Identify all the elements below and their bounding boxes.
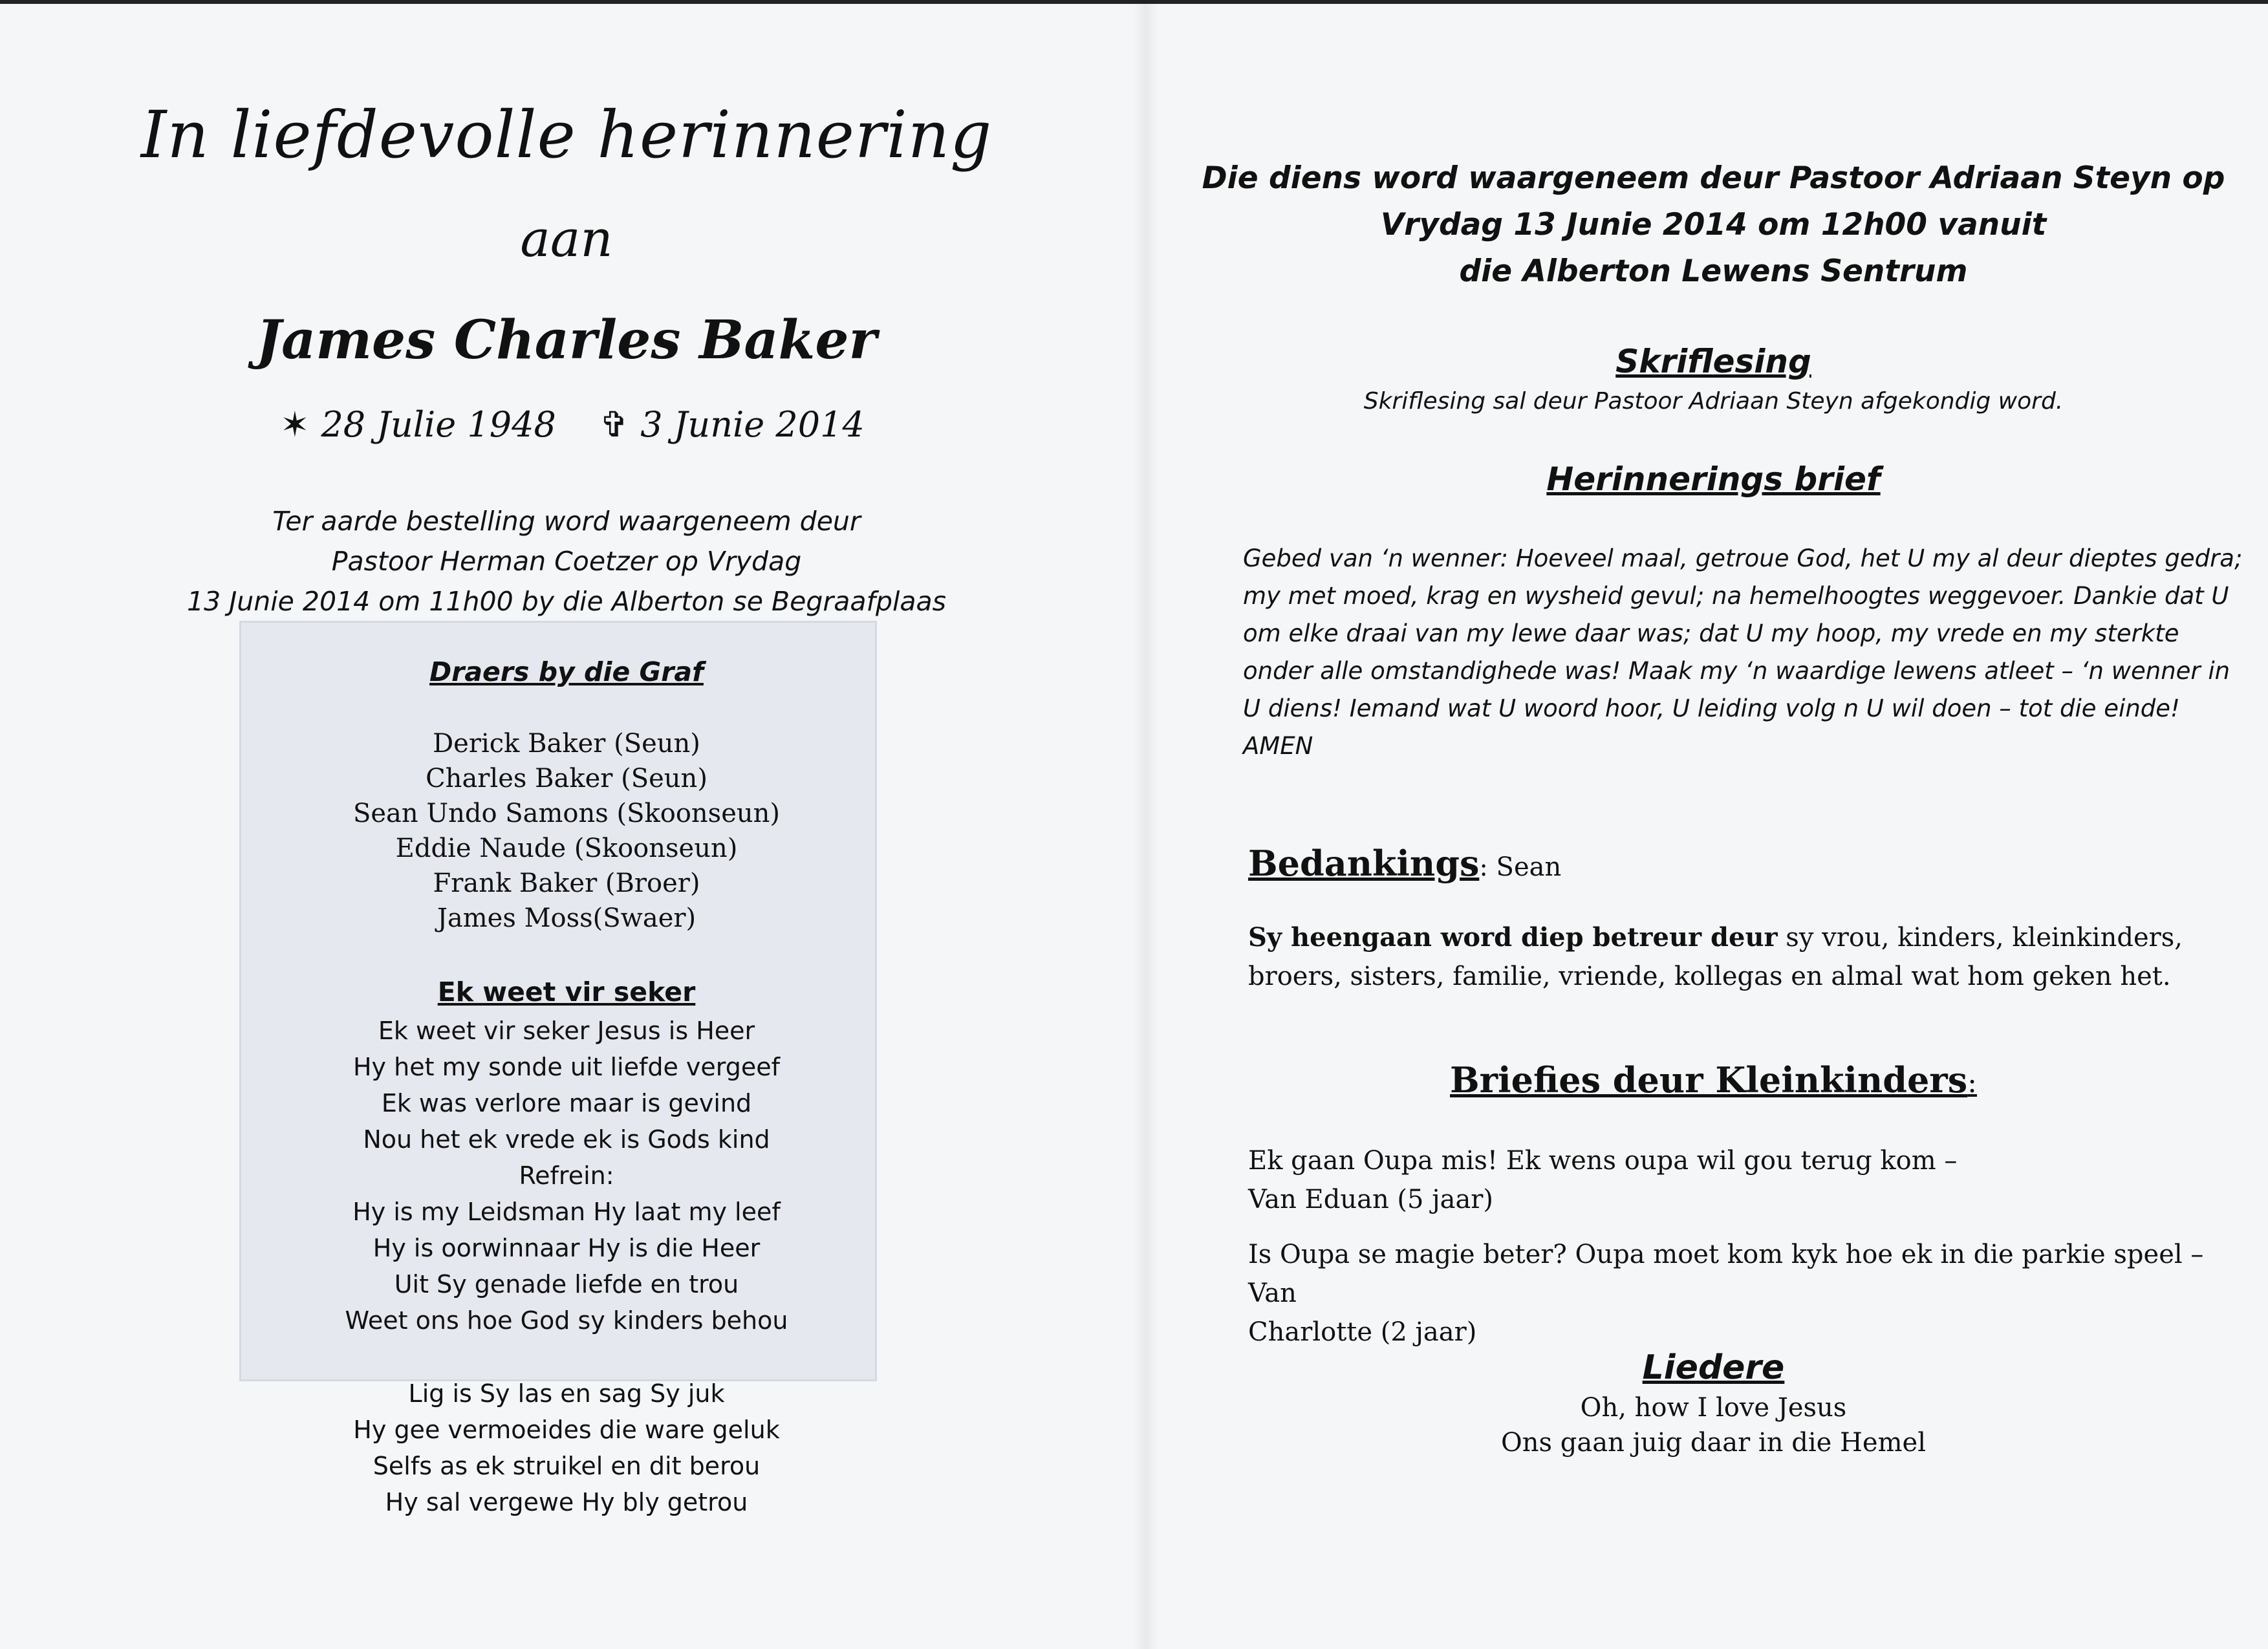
song-item: Ons gaan juig daar in die Hemel <box>1501 1428 1926 1458</box>
thanks-line <box>1248 844 2257 887</box>
song-item: Oh, how I love Jesus <box>1580 1393 1847 1423</box>
hymn-line: Hy is oorwinnaar Hy is die Heer <box>373 1234 761 1262</box>
burial-line: 13 Junie 2014 om 11h00 by die Alberton se Begraafplaas <box>187 586 946 617</box>
grandkids-heading-row <box>1159 1059 2268 1101</box>
hymn-line: Weet ons hoe God sy kinders behou <box>345 1306 788 1335</box>
center-fold <box>1133 0 1159 1649</box>
note-line: Ek gaan Oupa mis! Ek wens oupa wil gou terug kom – <box>1248 1146 1958 1176</box>
death-date: 3 Junie 2014 <box>640 404 865 445</box>
list-item: James Moss(Swaer) <box>437 903 697 933</box>
pallbearers-list <box>0 726 1133 936</box>
star-icon: ✶ <box>280 404 310 445</box>
hymn-verses-continued <box>0 1375 1133 1520</box>
hymn-line: Ek was verlore maar is gevind <box>381 1089 752 1117</box>
reading-text: Skriflesing sal deur Pastoor Adriaan Steyn afgekondig word. <box>1363 388 2064 415</box>
hymn-line: Hy gee vermoeides die ware geluk <box>353 1416 780 1444</box>
hymn-line: Ek weet vir seker Jesus is Heer <box>378 1017 755 1045</box>
list-item: Charles Baker (Seun) <box>426 764 707 793</box>
hymn-verses <box>0 1013 1133 1339</box>
hymn-line: Hy sal vergewe Hy bly getrou <box>385 1488 748 1516</box>
note-line: Charlotte (2 jaar) <box>1248 1317 1477 1347</box>
hymn-line: Lig is Sy las en sag Sy juk <box>408 1379 725 1408</box>
note-line: Is Oupa se magie beter? Oupa moet kom kyk hoe ek in die parkie speel – Van <box>1248 1240 2204 1308</box>
reading-heading: Skriflesing <box>1615 343 1811 380</box>
list-item: Sean Undo Samons (Skoonseun) <box>352 799 781 828</box>
burial-line: Pastoor Herman Coetzer op Vrydag <box>331 546 802 577</box>
list-item: Eddie Naude (Skoonseun) <box>395 834 738 863</box>
list-item: Derick Baker (Seun) <box>433 729 700 759</box>
service-info <box>1159 155 2268 295</box>
grandkid-note-eduan <box>1248 1141 2257 1219</box>
prayer-text: Gebed van ‘n wenner: Hoeveel maal, getroue God, het U my al deur dieptes gedra; my met moed, krag en wysheid gevul; na hemelhoogtes weggevoer. Dankie dat U om elke draai van my lewe daar was; dat U my hoop, my vrede en my sterkte onder alle omstandighede was! Maak my ‘n waardige lewens atleet – ‘n wenner in U diens! Iemand wat U woord hoor, U leiding volg n U wil doen – tot die einde! AMEN <box>1243 544 2243 760</box>
hymn-line: Refrein: <box>519 1161 614 1190</box>
mourned-by-rest: sy vrou, kinders, kleinkinders, broers, sisters, familie, vriende, kollegas en almal wat hom geken het. <box>1248 923 2183 991</box>
service-line: die Alberton Lewens Sentrum <box>1459 253 1968 289</box>
grandkids-heading: Briefies deur Kleinkinders <box>1450 1059 1968 1101</box>
deceased-name: James Charles Baker <box>256 309 877 371</box>
hymn-line: Hy is my Leidsman Hy laat my leef <box>352 1198 781 1226</box>
thanks-heading: Bedankings <box>1248 843 1480 884</box>
pallbearers-heading: Draers by die Graf <box>429 656 704 687</box>
cross-icon: ✞ <box>599 404 629 445</box>
grandkid-note-charlotte <box>1248 1235 2257 1352</box>
list-item: Frank Baker (Broer) <box>433 868 700 898</box>
service-line: Die diens word waargeneem deur Pastoor Adriaan Steyn op <box>1202 160 2225 196</box>
note-line: Van Eduan (5 jaar) <box>1248 1185 1494 1214</box>
service-line: Vrydag 13 Junie 2014 om 12h00 vanuit <box>1380 207 2047 242</box>
songs-list <box>1159 1390 2268 1460</box>
hymn-heading: Ek weet vir seker <box>437 976 696 1008</box>
burial-info <box>0 501 1133 621</box>
birth-date: 28 Julie 1948 <box>321 404 556 445</box>
burial-line: Ter aarde bestelling word waargeneem deur <box>272 506 861 537</box>
left-page <box>0 0 1133 1649</box>
right-page <box>1159 0 2268 1649</box>
memorial-aan: aan <box>520 210 613 268</box>
hymn-line: Selfs as ek struikel en dit berou <box>373 1452 761 1480</box>
thanks-name: : Sean <box>1479 852 1562 882</box>
grandkids-colon: : <box>1967 1066 1977 1099</box>
hymn-line: Nou het ek vrede ek is Gods kind <box>363 1125 770 1154</box>
mourned-by-lead: Sy heengaan word diep betreur deur <box>1248 922 1778 953</box>
memorial-title: In liefdevolle herinnering <box>140 97 993 173</box>
hymn-line: Hy het my sonde uit liefde vergeef <box>352 1053 781 1081</box>
mourned-by <box>1248 918 2257 996</box>
life-dates <box>0 404 1133 445</box>
letter-heading: Herinnerings brief <box>1546 460 1881 498</box>
songs-heading: Liedere <box>1642 1348 1785 1387</box>
hymn-line: Uit Sy genade liefde en trou <box>394 1270 739 1299</box>
